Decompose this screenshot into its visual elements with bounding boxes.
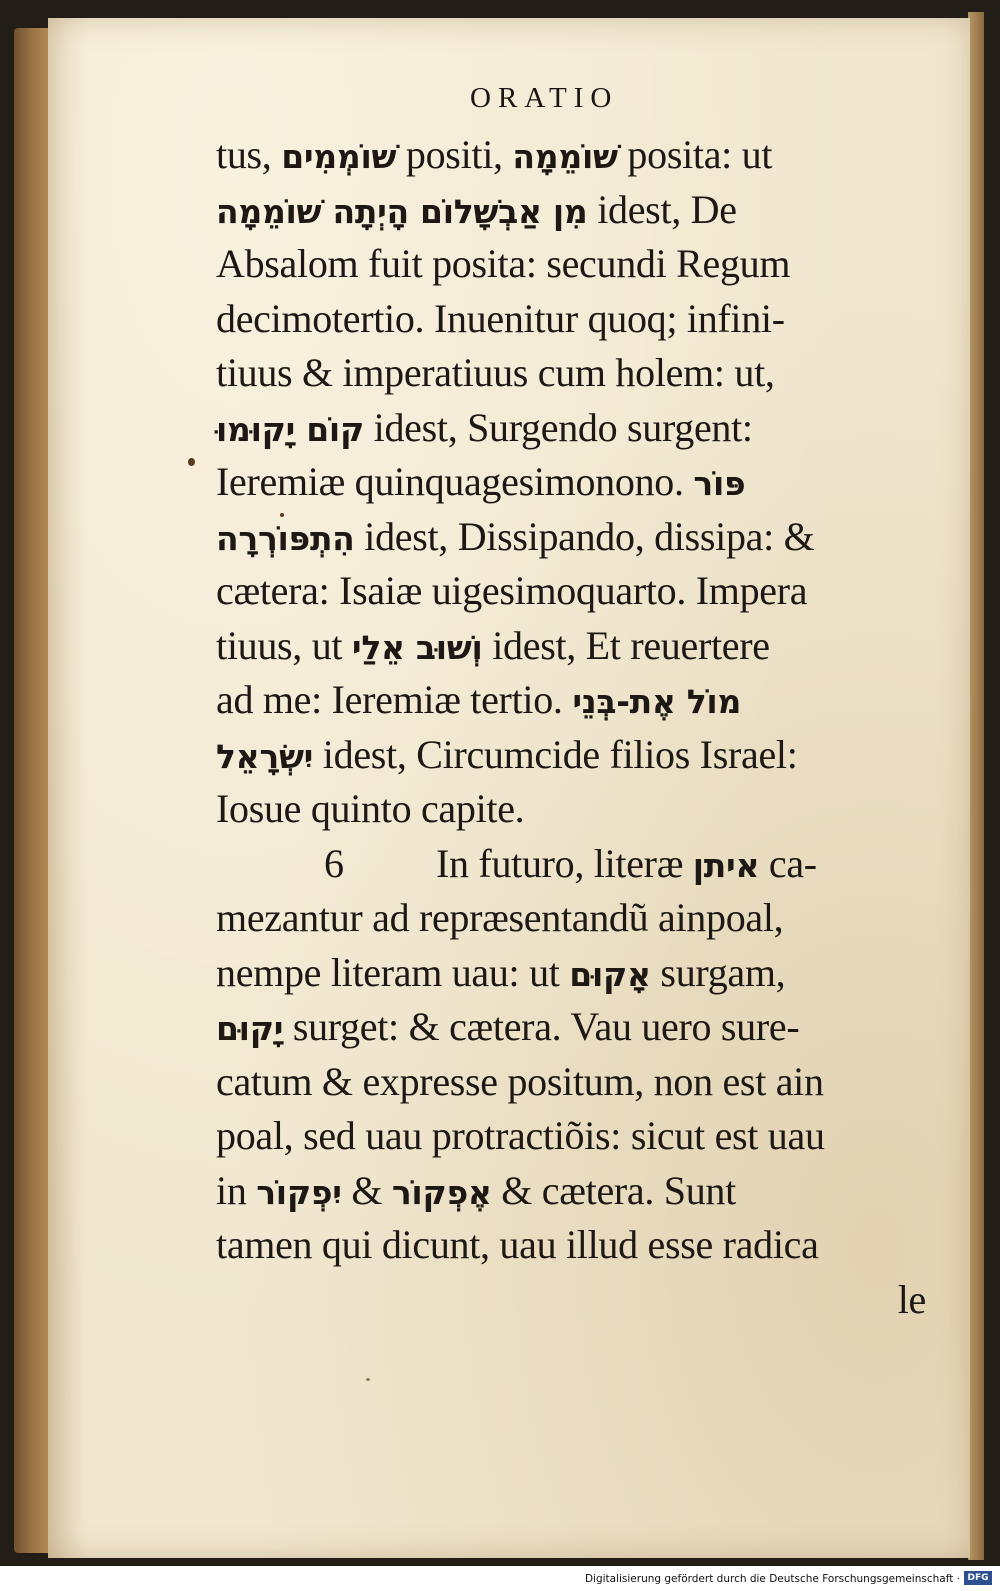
- latin-text: posita: ut: [617, 132, 773, 177]
- hebrew-word: אָקוּם: [569, 954, 651, 994]
- latin-text: positi,: [396, 132, 513, 177]
- ink-spot: [366, 1378, 370, 1381]
- catchword-text: le: [897, 1276, 926, 1322]
- latin-text: Iosue quinto capite.: [216, 786, 525, 831]
- hebrew-word: איתן: [692, 845, 760, 885]
- text-line: [216, 1000, 936, 1055]
- latin-text: decimotertio. Inuenitur quoq; infini-: [216, 295, 785, 341]
- hebrew-word: שׁוֹמֵמָה: [512, 137, 618, 176]
- hebrew-word: פּוֹר: [693, 464, 746, 503]
- hebrew-phrase: קוֹם יָקוּמוּ: [216, 409, 364, 449]
- latin-text: nempe literam uau: ut: [216, 949, 570, 995]
- latin-text: mezantur ad repræsentandũ ainpoal,: [216, 895, 784, 940]
- latin-text: Ieremiæ quinquagesimonono.: [216, 459, 694, 504]
- running-head: ORATIO: [470, 82, 619, 114]
- latin-text: in: [216, 1167, 257, 1213]
- latin-text: tus,: [216, 132, 282, 177]
- text-line: [216, 619, 936, 674]
- text-line: [216, 510, 936, 565]
- latin-text: cætera: Isaiæ uigesimoquarto. Impera: [216, 568, 808, 613]
- latin-text: tiuus, ut: [216, 622, 352, 668]
- text-line: [216, 1109, 936, 1164]
- hebrew-phrase: וְשׁוּב אֵלַי: [351, 627, 483, 667]
- book-cover-right-edge: [968, 12, 984, 1560]
- latin-text: In futuro, literæ: [436, 840, 693, 886]
- hebrew-word: אֶפְקוֹר: [391, 1172, 492, 1212]
- latin-text: catum & expresse positum, non est ain: [216, 1058, 824, 1104]
- paragraph-number: 6: [324, 840, 344, 886]
- text-line: [216, 401, 936, 456]
- hebrew-word: יִפְקוֹר: [256, 1172, 342, 1212]
- latin-text: &: [341, 1167, 392, 1213]
- hebrew-word: יָקוּם: [216, 1009, 284, 1048]
- latin-text: poal, sed uau protractiõis: sicut est uau: [216, 1113, 825, 1158]
- latin-text: ca-: [759, 840, 817, 886]
- latin-text: tiuus & imperatiuus cum holem: ut,: [216, 350, 775, 395]
- digitization-credit: Digitalisierung gefördert durch die Deutsche Forschungsgemeinschaft ·: [584, 1573, 960, 1585]
- ink-spot: [188, 458, 195, 466]
- hebrew-word: שׁוֹמְמִים: [281, 137, 397, 176]
- text-line: [216, 346, 936, 401]
- latin-text: & cætera. Sunt: [491, 1167, 736, 1213]
- latin-text: idest, Circumcide filios Israel:: [313, 731, 798, 777]
- text-line: [216, 673, 936, 728]
- latin-text: idest, Et reuertere: [482, 622, 770, 668]
- latin-text: idest, Dissipando, dissipa: &: [354, 513, 815, 559]
- latin-text: surgam,: [650, 949, 786, 995]
- hebrew-phrase: מִן אַבְשָׁלוֹם הָיְתָה שׁוֹמֵמָה: [216, 191, 588, 231]
- dfg-logo: DFG: [964, 1571, 992, 1585]
- latin-text: ad me: Ieremiæ tertio.: [216, 677, 573, 722]
- text-line: [216, 1164, 936, 1219]
- text-line: [216, 1055, 936, 1110]
- text-line: [216, 782, 936, 837]
- hebrew-phrase: מוֹל אֶת-בְּנֵי: [572, 682, 742, 721]
- latin-text: surget: & cætera. Vau uero sure-: [283, 1004, 800, 1049]
- text-line: [216, 237, 936, 292]
- latin-text: Absalom fuit posita: secundi Regum: [216, 241, 791, 286]
- hebrew-word: הִתְפּוֹרְרָה: [216, 518, 355, 558]
- text-line: [216, 728, 936, 783]
- text-line: [216, 292, 936, 347]
- text-line: [216, 837, 936, 892]
- text-line: [216, 891, 936, 946]
- latin-text: idest, Surgendo surgent:: [363, 404, 753, 450]
- catchword: [216, 1273, 936, 1328]
- latin-text: idest, De: [587, 186, 737, 232]
- latin-text: tamen qui dicunt, uau illud esse radica: [216, 1222, 819, 1267]
- hebrew-word: יִשְׂרָאֵל: [216, 736, 314, 776]
- text-line: [216, 455, 936, 510]
- text-line: [216, 946, 936, 1001]
- text-line: [216, 128, 936, 183]
- text-line: [216, 1218, 936, 1273]
- body-text: [216, 128, 936, 1327]
- text-line: [216, 183, 936, 238]
- text-line: [216, 564, 936, 619]
